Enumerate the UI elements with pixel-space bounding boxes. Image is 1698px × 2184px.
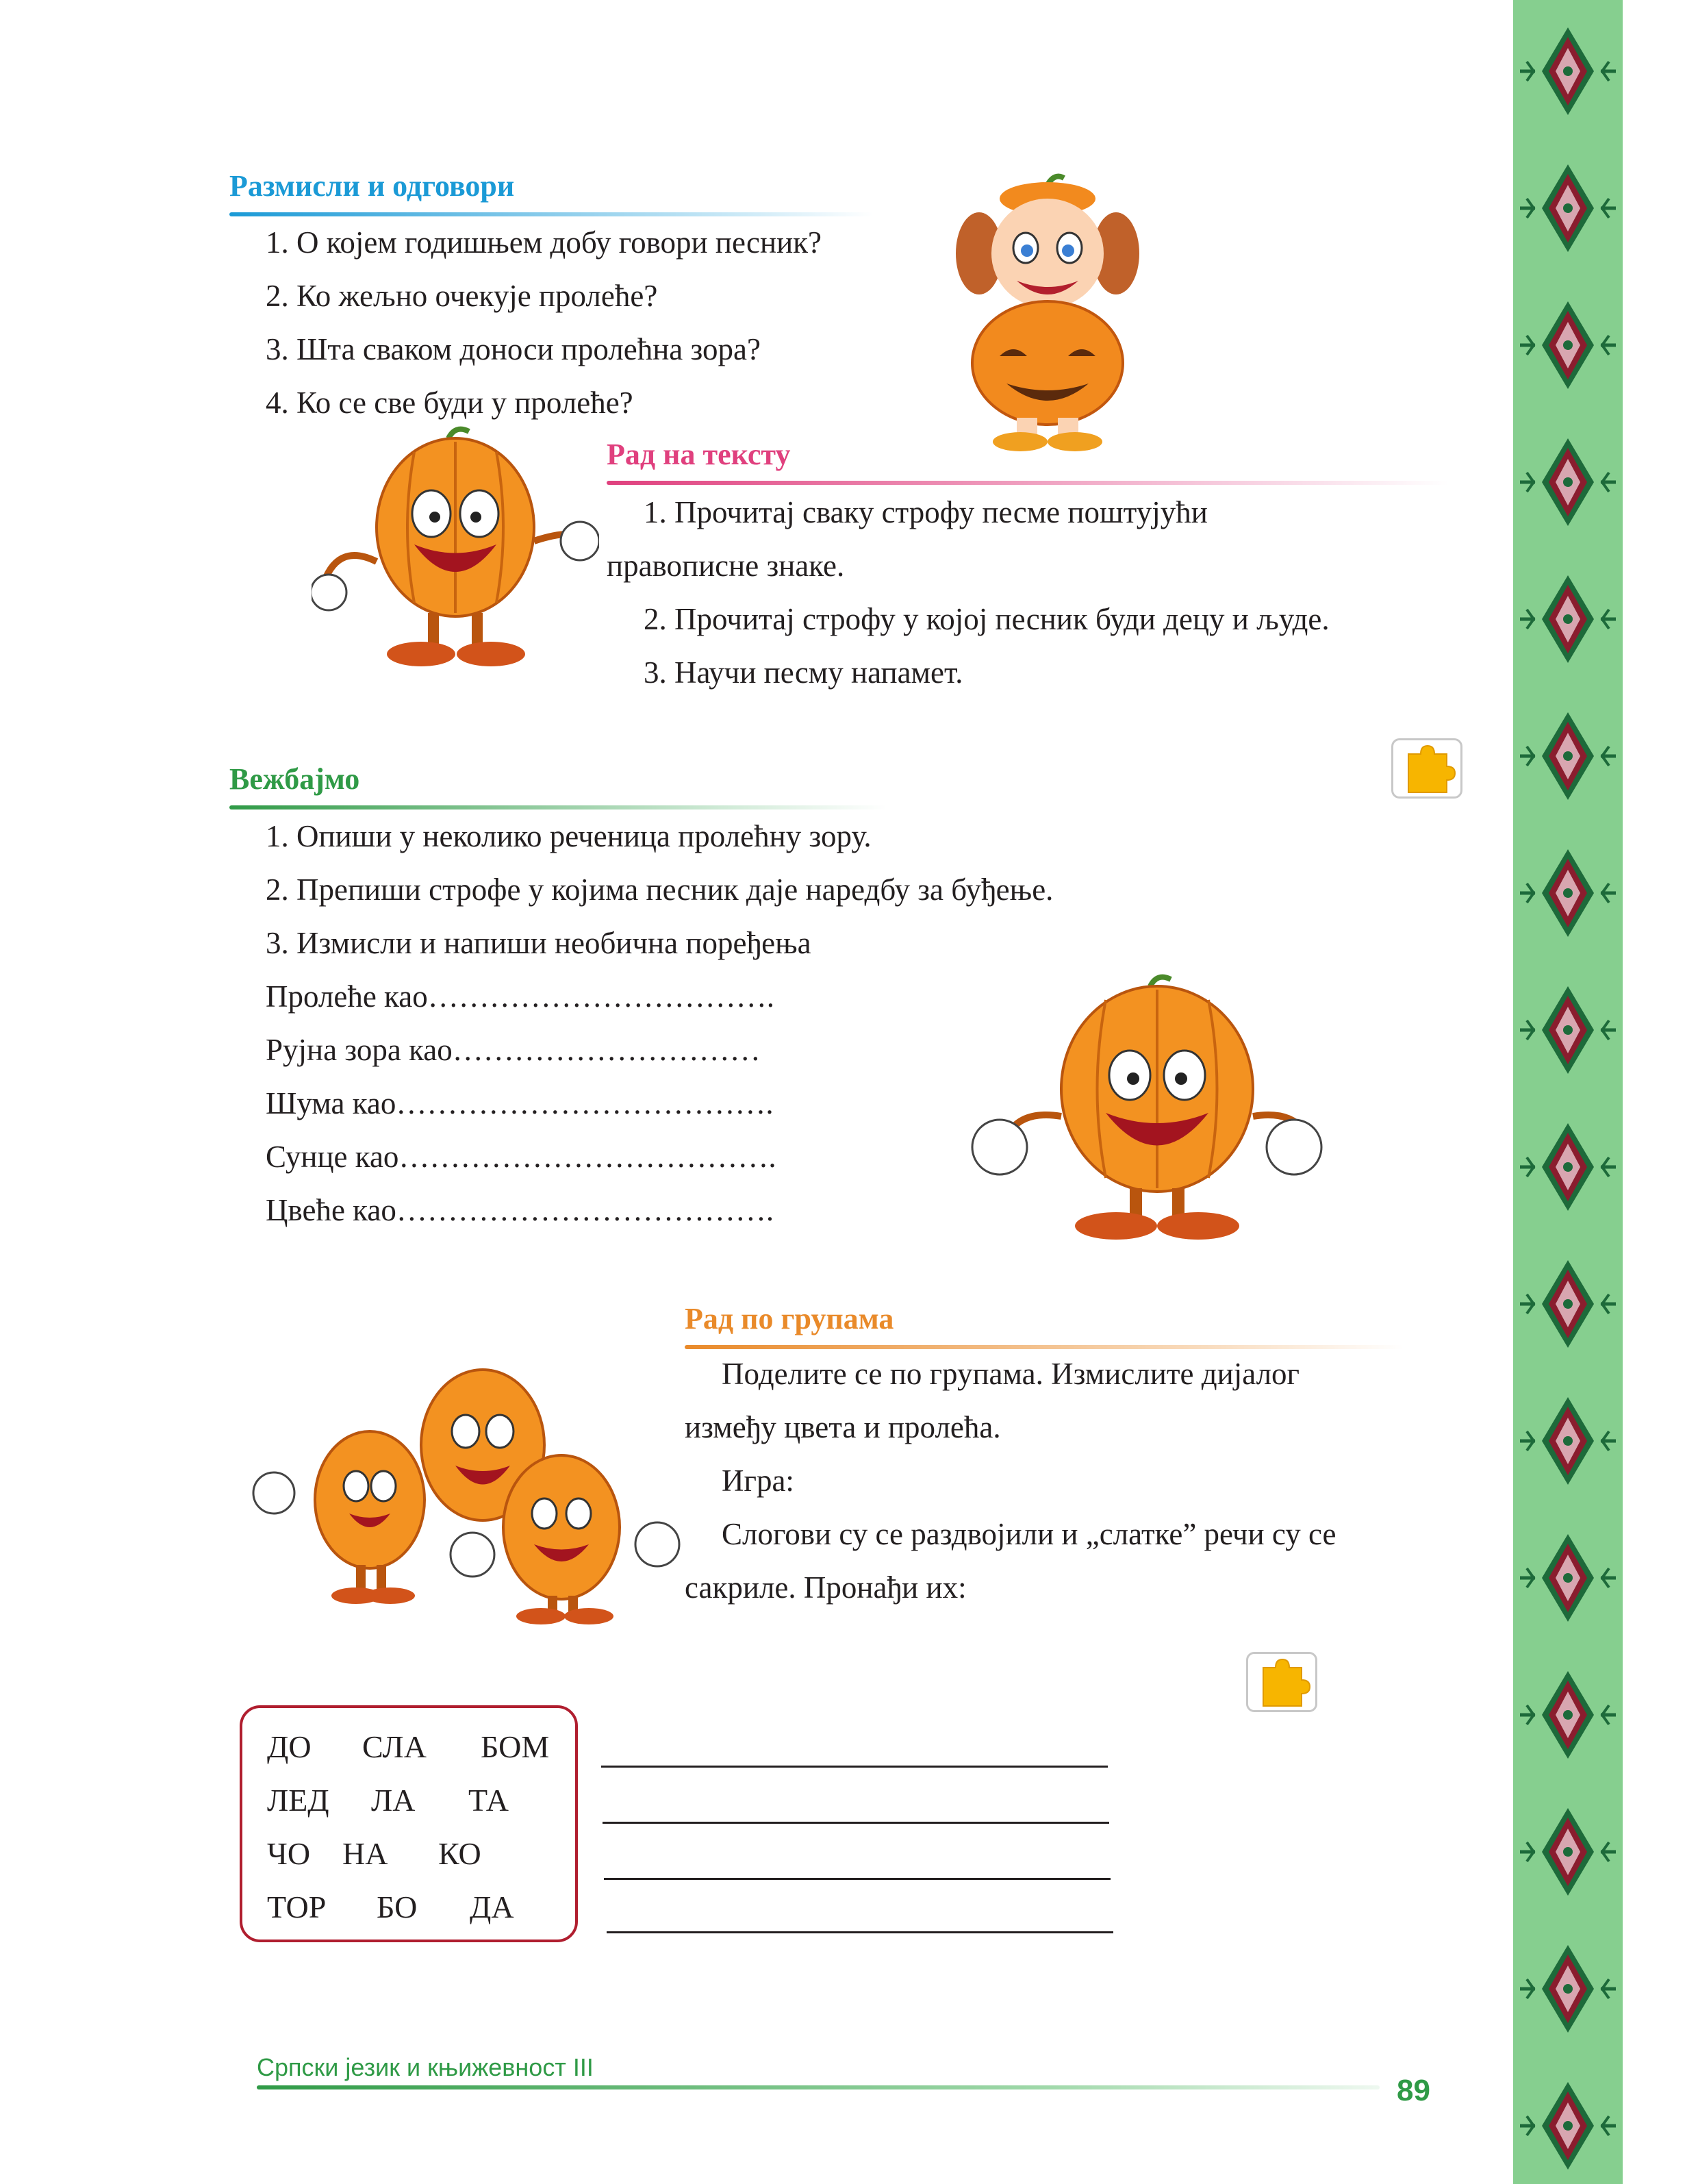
practice-line-3: 3. Измисли и напиши необична поређења [266,926,811,960]
syllable-cell: КО [438,1836,481,1871]
group-work-line-4: Слогови су се раздвојили и „слатке” речи су се [722,1517,1336,1551]
question-3: 3. Шта сваком доноси пролећна зора? [266,332,761,366]
syllable-cell: ЧО [267,1836,311,1871]
syllable-cell: ТА [468,1783,509,1818]
text-work-line-2: правописне знаке. [607,549,845,583]
decorative-border-strip [1513,0,1623,2184]
text-work-line-4: 3. Научи песму напамет. [644,655,963,690]
comparison-4: Сунце као………………………………. [266,1140,776,1174]
puzzle-icon [1391,738,1462,799]
section-title-think: Размисли и одговори [229,169,515,203]
syllable-cell: БОМ [481,1729,550,1764]
syllable-cell: ЛА [371,1783,416,1818]
answer-line[interactable] [604,1878,1111,1880]
pumpkin-character-illustration [959,972,1328,1246]
syllable-cell: ЛЕД [267,1783,329,1818]
girl-pumpkin-illustration [952,171,1143,452]
comparison-1: Пролеће као……………………………. [266,979,774,1014]
syllable-cell: БО [377,1890,418,1924]
group-work-line-2: између цвета и пролећа. [685,1410,1001,1444]
section-title-group-work: Рад по групама [685,1302,894,1335]
syllable-cell: НА [342,1836,388,1871]
syllable-cell: СЛА [362,1729,427,1764]
practice-line-2: 2. Препиши строфе у којима песник даје наредбу за буђење. [266,873,1054,907]
group-work-line-3: Игра: [722,1464,794,1498]
footer-book-title: Српски језик и књижевност III [257,2053,594,2081]
pumpkin-group-illustration [246,1356,692,1630]
group-work-line-5: сакриле. Пронађи их: [685,1570,967,1605]
text-work-line-3: 2. Прочитај строфу у којој песник буди децу и људе. [644,602,1330,636]
comparison-2: Рујна зора као………………………… [266,1033,761,1067]
page-number: 89 [1397,2074,1430,2107]
question-2: 2. Ко жељно очекује пролеће? [266,279,658,313]
pumpkin-character-illustration [312,425,599,678]
answer-line[interactable] [601,1766,1108,1768]
syllable-cell: ДА [470,1890,514,1924]
practice-line-1: 1. Опиши у неколико реченица пролећну зору. [266,819,872,853]
question-1: 1. О којем годишњем добу говори песник? [266,225,822,260]
section-rule-think [229,212,873,216]
answer-line[interactable] [607,1931,1113,1933]
syllable-cell: ТОР [267,1890,327,1924]
syllable-cell: ДО [267,1729,312,1764]
puzzle-icon [1246,1652,1317,1712]
syllable-box [240,1705,578,1942]
question-4: 4. Ко се све буди у пролеће? [266,386,633,420]
section-rule-group-work [685,1345,1404,1349]
section-title-practice: Вежбајмо [229,762,360,796]
section-rule-practice [229,805,887,809]
footer-rule [257,2085,1380,2089]
answer-line[interactable] [603,1822,1109,1824]
comparison-3: Шума као………………………………. [266,1086,774,1120]
comparison-5: Цвеће као………………………………. [266,1193,774,1227]
section-rule-text-work [607,481,1449,485]
text-work-line-1: 1. Прочитај сваку строфу песме поштујући [644,495,1208,529]
group-work-line-1: Поделите се по групама. Измислите дијалог [722,1357,1300,1391]
section-title-text-work: Рад на тексту [607,438,791,471]
